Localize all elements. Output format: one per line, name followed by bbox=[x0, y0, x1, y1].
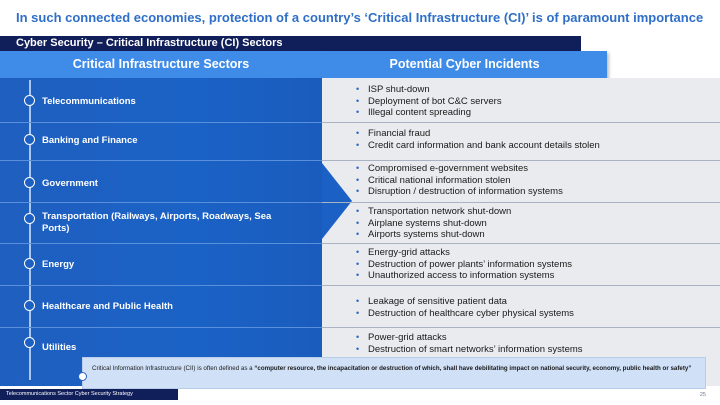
incident-list bbox=[322, 84, 720, 119]
incident-list bbox=[322, 296, 720, 319]
row-divider bbox=[322, 160, 720, 161]
list-item: • Transportation network shut-down bbox=[356, 206, 512, 217]
sector-row bbox=[0, 202, 322, 244]
list-item: • Disruption / destruction of information systems bbox=[356, 186, 563, 197]
sector-label: Healthcare and Public Health bbox=[42, 301, 173, 312]
list-item: • Destruction of healthcare cyber physical systems bbox=[356, 307, 574, 319]
row-divider bbox=[322, 243, 720, 244]
bullet-icon: • bbox=[356, 343, 360, 354]
column-header-incidents: Potential Cyber Incidents bbox=[322, 51, 607, 78]
timeline-node-icon bbox=[24, 177, 35, 188]
list-item: • Airports systems shut-down bbox=[356, 229, 485, 240]
bullet-icon: • bbox=[356, 186, 360, 196]
section-title-bar: Cyber Security – Critical Infrastructure (CI) Sectors bbox=[0, 36, 581, 51]
bullet-icon: • bbox=[356, 174, 360, 185]
list-item: • Destruction of power plants’ information systems bbox=[356, 258, 572, 270]
note-prefix: Critical Information Infrastructure (CII) is often defined as a bbox=[92, 365, 255, 372]
sector-row bbox=[0, 160, 322, 202]
row-divider bbox=[322, 285, 720, 286]
note-definition: “computer resource, the incapacitation or destruction of which, shall have debilitating impact on national security, economy, public health or safety” bbox=[254, 365, 692, 372]
note-marker-icon bbox=[78, 372, 87, 381]
incident-list bbox=[322, 332, 720, 355]
list-item: • Energy-grid attacks bbox=[356, 247, 450, 258]
bullet-icon: • bbox=[356, 84, 360, 94]
sector-label: Utilities bbox=[42, 342, 77, 353]
timeline-node-icon bbox=[24, 213, 35, 224]
sector-label: Banking and Finance bbox=[42, 135, 138, 146]
timeline-node-icon bbox=[24, 95, 35, 106]
timeline-node-icon bbox=[24, 300, 35, 311]
bullet-icon: • bbox=[356, 247, 360, 257]
page-number: 25 bbox=[699, 392, 706, 398]
list-item: • Unauthorized access to information systems bbox=[356, 270, 555, 281]
sector-row bbox=[0, 122, 322, 164]
incident-list bbox=[322, 247, 720, 282]
timeline-node-icon bbox=[24, 258, 35, 269]
sector-label: Energy bbox=[42, 259, 75, 270]
bullet-icon: • bbox=[356, 107, 360, 117]
list-item: • Compromised e-government websites bbox=[356, 163, 528, 174]
footer-title: Telecommunications Sector Cyber Security Strategy bbox=[0, 389, 178, 400]
cii-definition-note bbox=[82, 357, 706, 389]
bullet-icon: • bbox=[356, 95, 360, 106]
list-item: • ISP shut-down bbox=[356, 84, 430, 95]
list-item: • Power-grid attacks bbox=[356, 332, 447, 343]
list-item: • Deployment of bot C&C servers bbox=[356, 95, 502, 107]
row-divider bbox=[322, 327, 720, 328]
slide-headline: In such connected economies, protection of a country’s ‘Critical Infrastructure (CI)’ is of paramount importance bbox=[16, 10, 704, 25]
bullet-icon: • bbox=[356, 128, 360, 138]
list-item: • Critical national information stolen bbox=[356, 174, 511, 186]
sector-label: Transportation (Railways, Airports, Roadways, Sea Ports) bbox=[42, 211, 272, 234]
bullet-icon: • bbox=[356, 270, 360, 280]
list-item: • Leakage of sensitive patient data bbox=[356, 296, 507, 307]
row-divider bbox=[322, 202, 720, 203]
sector-row bbox=[0, 243, 322, 285]
list-item: • Destruction of smart networks’ information systems bbox=[356, 343, 583, 355]
list-item: • Financial fraud bbox=[356, 128, 431, 139]
bullet-icon: • bbox=[356, 296, 360, 306]
bullet-icon: • bbox=[356, 229, 360, 239]
timeline-node-icon bbox=[24, 134, 35, 145]
list-item: • Airplane systems shut-down bbox=[356, 217, 487, 229]
bullet-icon: • bbox=[356, 217, 360, 228]
incident-list bbox=[322, 163, 720, 198]
list-item: • Illegal content spreading bbox=[356, 107, 471, 118]
row-divider bbox=[322, 122, 720, 123]
bullet-icon: • bbox=[356, 206, 360, 216]
bullet-icon: • bbox=[356, 307, 360, 318]
bullet-icon: • bbox=[356, 163, 360, 173]
bullet-icon: • bbox=[356, 258, 360, 269]
timeline-node-icon bbox=[24, 337, 35, 348]
bullet-icon: • bbox=[356, 139, 360, 150]
sector-row bbox=[0, 285, 322, 327]
sector-label: Government bbox=[42, 178, 98, 189]
bullet-icon: • bbox=[356, 332, 360, 342]
column-header-sectors: Critical Infrastructure Sectors bbox=[0, 51, 322, 78]
sector-label: Telecommunications bbox=[42, 96, 136, 107]
incident-list bbox=[322, 128, 720, 151]
incident-list bbox=[322, 206, 720, 241]
list-item: • Credit card information and bank account details stolen bbox=[356, 139, 600, 151]
sector-row bbox=[0, 80, 322, 122]
